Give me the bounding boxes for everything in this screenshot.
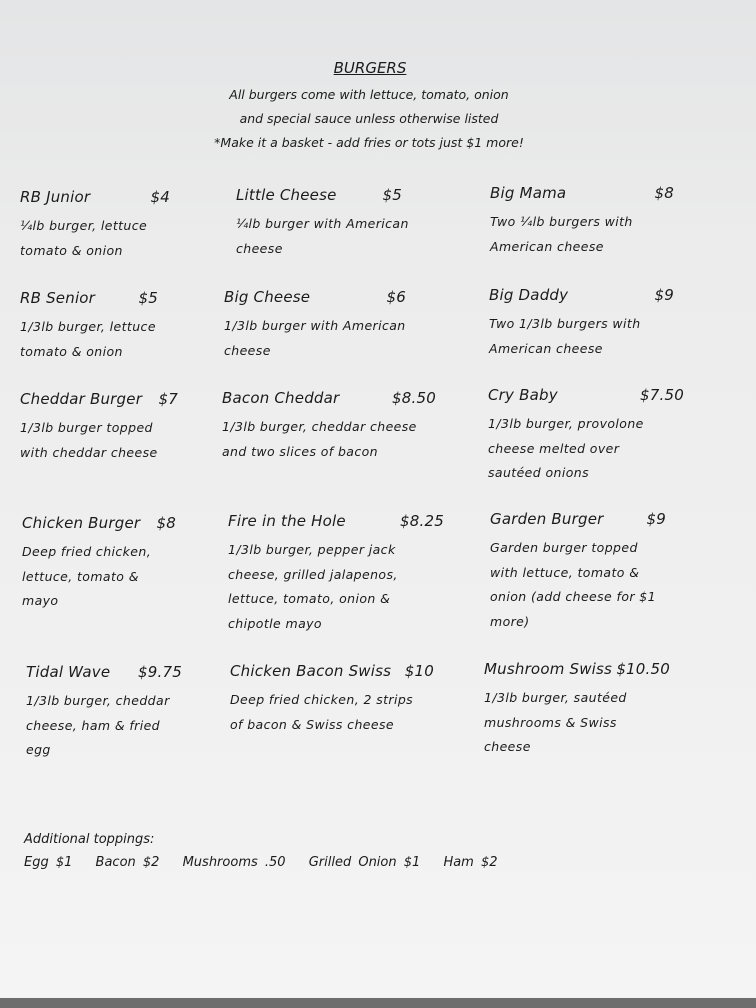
item-name: Big Cheese — [224, 288, 311, 306]
item-price: $8.50 — [392, 389, 436, 407]
toppings-list — [24, 855, 514, 870]
item-name: Tidal Wave — [26, 663, 111, 681]
menu-item-tidal-wave — [26, 663, 182, 763]
item-desc-line: ¼lb burger with American — [236, 216, 409, 231]
item-desc-line: Deep fried chicken, 2 strips — [230, 692, 414, 707]
item-price: $9.75 — [138, 663, 182, 681]
item-desc-line: lettuce, tomato, onion & — [228, 591, 391, 606]
item-name: RB Junior — [20, 188, 91, 206]
menu-item-rb-senior — [20, 289, 158, 364]
item-price: $9 — [654, 286, 674, 304]
table-edge — [0, 998, 756, 1008]
item-desc-line: 1/3lb burger, provolone — [488, 416, 644, 431]
item-name: Garden Burger — [490, 510, 604, 528]
item-desc-line: cheese — [484, 739, 531, 754]
item-desc-line: 1/3lb burger, lettuce — [20, 319, 156, 334]
item-desc-line: mayo — [22, 593, 59, 608]
item-desc-line: 1/3lb burger, pepper jack — [228, 542, 396, 557]
item-desc-line: cheese, ham & fried — [26, 717, 161, 733]
item-desc-line: cheese melted over — [488, 440, 620, 456]
item-price: $8 — [654, 184, 674, 202]
additional-toppings-label: Additional toppings: — [24, 832, 155, 847]
item-desc-line: 1/3lb burger, sautéed — [484, 690, 627, 705]
item-desc-line: mushrooms & Swiss — [484, 714, 617, 730]
item-desc-line: cheese, grilled jalapenos, — [228, 566, 398, 582]
item-price: $5 — [382, 186, 402, 204]
item-desc-line: 1/3lb burger, cheddar cheese — [222, 419, 417, 434]
item-desc-line: ¼lb burger, lettuce — [20, 218, 148, 233]
item-price: $7.50 — [640, 386, 684, 404]
item-desc-line: of bacon & Swiss cheese — [230, 716, 394, 732]
topping-grilled-onion: Grilled Onion $1 — [308, 855, 421, 870]
item-name: Big Daddy — [489, 286, 569, 304]
item-desc-line: egg — [26, 742, 51, 757]
item-price: $8 — [156, 514, 176, 532]
item-desc-line: chipotle mayo — [228, 615, 322, 631]
item-name: Chicken Bacon Swiss — [230, 662, 392, 680]
menu-item-big-daddy — [489, 286, 674, 361]
item-price: $6 — [386, 288, 406, 306]
item-desc-line: Two ¼lb burgers with — [490, 214, 633, 229]
item-desc-line: Garden burger topped — [490, 540, 638, 555]
item-name: Little Cheese — [236, 186, 337, 204]
item-desc-line: more) — [490, 613, 530, 629]
topping-mushrooms: Mushrooms .50 — [182, 855, 286, 870]
item-desc-line: Two 1/3lb burgers with — [489, 316, 641, 331]
item-desc-line: 1/3lb burger with American — [224, 318, 406, 333]
item-desc-line: with lettuce, tomato & — [490, 564, 640, 580]
menu-item-chicken-burger — [22, 514, 176, 614]
item-name: Cheddar Burger — [20, 390, 143, 408]
item-price: $10.50 — [616, 660, 670, 678]
item-desc-line: lettuce, tomato & — [22, 568, 139, 584]
menu-item-cry-baby — [488, 386, 684, 486]
item-name: Fire in the Hole — [228, 512, 346, 530]
header-note-line-3: *Make it a basket - add fries or tots just $1 more! — [214, 135, 524, 150]
header-note-line-2: and special sauce unless otherwise listed — [239, 111, 499, 126]
item-desc-line: and two slices of bacon — [222, 443, 379, 459]
topping-ham: Ham $2 — [443, 855, 498, 870]
item-desc-line: tomato & onion — [20, 343, 123, 359]
item-name: Big Mama — [490, 184, 567, 202]
menu-item-big-cheese — [224, 288, 406, 363]
additional-toppings — [24, 832, 514, 870]
item-desc-line: 1/3lb burger topped — [20, 420, 153, 435]
item-desc-line: 1/3lb burger, cheddar — [26, 693, 170, 708]
menu-item-cheddar-burger — [20, 390, 178, 465]
menu-item-rb-junior — [20, 188, 170, 263]
item-price: $4 — [150, 188, 170, 206]
menu-item-mushroom-swiss — [484, 660, 670, 760]
item-desc-line: with cheddar cheese — [20, 444, 158, 460]
menu-item-garden-burger — [490, 510, 666, 634]
menu-header — [0, 58, 756, 155]
topping-bacon: Bacon $2 — [95, 855, 160, 870]
item-desc-line: cheese — [224, 342, 271, 358]
item-price: $8.25 — [400, 512, 444, 530]
item-price: $7 — [158, 390, 178, 408]
header-note-line-1: All burgers come with lettuce, tomato, onion — [229, 87, 509, 102]
menu-item-fire-in-the-hole — [228, 512, 444, 636]
item-desc-line: American cheese — [489, 340, 603, 356]
menu-item-little-cheese — [236, 186, 409, 261]
item-desc-line: American cheese — [490, 238, 604, 254]
item-desc-line: cheese — [236, 240, 283, 256]
item-name: Bacon Cheddar — [222, 389, 340, 407]
item-name: RB Senior — [20, 289, 96, 307]
item-price: $9 — [646, 510, 666, 528]
item-desc-line: sautéed onions — [488, 465, 590, 480]
item-name: Cry Baby — [488, 386, 558, 404]
item-price: $5 — [138, 289, 158, 307]
item-name: Mushroom Swiss — [484, 660, 613, 678]
menu-item-big-mama — [490, 184, 674, 259]
topping-egg: Egg $1 — [24, 855, 73, 870]
item-price: $10 — [404, 662, 434, 680]
item-desc-line: Deep fried chicken, — [22, 544, 152, 559]
item-desc-line: tomato & onion — [20, 242, 123, 258]
item-name: Chicken Burger — [22, 514, 141, 532]
menu-item-chicken-bacon-swiss — [230, 662, 434, 737]
menu-item-bacon-cheddar — [222, 389, 436, 464]
section-title: BURGERS — [333, 59, 407, 77]
item-desc-line: onion (add cheese for $1 — [490, 589, 656, 604]
